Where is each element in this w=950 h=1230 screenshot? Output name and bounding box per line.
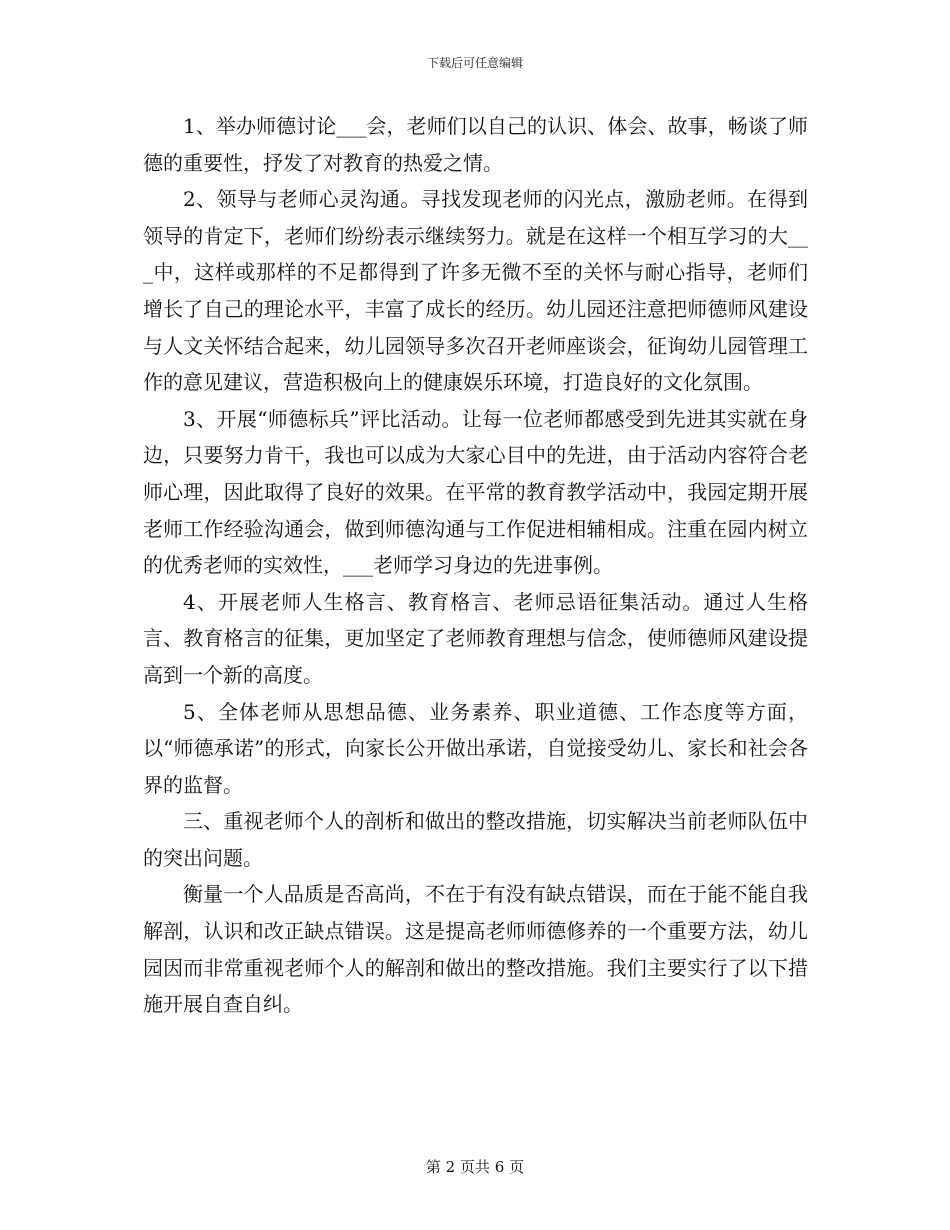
paragraph-2: 2、领导与老师心灵沟通。寻找发现老师的闪光点，激励老师。在得到领导的肯定下，老师们纷纷表示继续努力。就是在这样一个相互学习的大___中，这样或那样的不足都得到了许多无微不至的关怀与耐心指导，老师们增长了自己的理论水平，丰富了成长的经历。幼儿园还注意把师德师风建设与人文关怀结合起来，幼儿园领导多次召开老师座谈会，征询幼儿园管理工作的意见建议，营造积极向上的健康娱乐环境，打造良好的文化氛围。	[143, 187, 808, 395]
page-header-note: 下载后可任意编辑	[426, 56, 523, 70]
section-heading-3: 三、重视老师个人的剖析和做出的整改措施，切实解决当前老师队伍中的突出问题。	[143, 809, 808, 870]
paragraph-4: 4、开展老师人生格言、教育格言、老师忌语征集活动。通过人生格言、教育格言的征集，更加坚定了老师教育理想与信念，使师德师风建设提高到一个新的高度。	[143, 589, 808, 687]
paragraph-3: 3、开展“师德标兵”评比活动。让每一位老师都感受到先进其实就在身边，只要努力肯干，我也可以成为大家心目中的先进，由于活动内容符合老师心理，因此取得了良好的效果。在平常的教育教学活动中，我园定期开展老师工作经验沟通会，做到师德沟通与工作促进相辅相成。注重在园内树立的优秀老师的实效性，___老师学习身边的先进事例。	[143, 406, 808, 578]
paragraph-5: 5、全体老师从思想品德、业务素养、职业道德、工作态度等方面，以“师德承诺”的形式，向家长公开做出承诺，自觉接受幼儿、家长和社会各界的监督。	[143, 699, 808, 797]
paragraph-1: 1、举办师德讨论___会，老师们以自己的认识、体会、故事，畅谈了师德的重要性，抒发了对教育的热爱之情。	[143, 114, 808, 175]
paragraph-7: 衡量一个人品质是否高尚，不在于有没有缺点错误，而在于能不能自我解剖，认识和改正缺点错误。这是提高老师师德修养的一个重要方法，幼儿园因而非常重视老师个人的解剖和做出的整改措施。我们主要实行了以下措施开展自查自纠。	[143, 882, 808, 1017]
page-number: 第 2 页共 6 页	[425, 1158, 525, 1176]
document-body	[143, 108, 808, 1023]
